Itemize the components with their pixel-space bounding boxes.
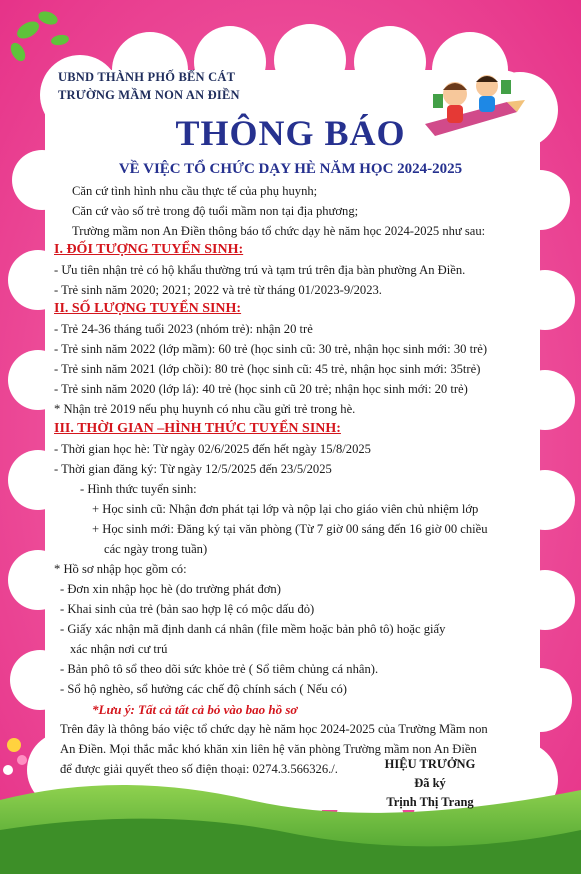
list-item: * Hồ sơ nhập học gồm có:	[54, 562, 187, 576]
section-heading: I. ĐỐI TƯỢNG TUYỂN SINH:	[54, 242, 244, 257]
list-item: - Trẻ 24-36 tháng tuổi 2023 (nhóm trẻ): nhận 20 trẻ	[54, 322, 313, 336]
list-item: - Giấy xác nhận mã định danh cá nhân (file mềm hoặc bản phô tô) hoặc giấy	[60, 622, 446, 636]
list-item: - Khai sinh của trẻ (bản sao hợp lệ có mộc dấu đỏ)	[60, 602, 315, 616]
org-name-school: TRƯỜNG MẦM NON AN ĐIỀN	[58, 88, 240, 102]
list-item: - Trẻ sinh năm 2020; 2021; 2022 và trẻ từ tháng 01/2023-9/2023.	[54, 283, 382, 297]
list-item: - Thời gian học hè: Từ ngày 02/6/2025 đến hết ngày 15/8/2025	[54, 442, 371, 456]
list-item: các ngày trong tuần)	[104, 542, 208, 556]
list-item: - Trẻ sinh năm 2021 (lớp chồi): 80 trẻ (học sinh cũ: 45 trẻ, nhận học sinh mới: 35trẻ)	[54, 362, 481, 376]
closing-line: để được giải quyết theo số điện thoại: 0274.3.566326./.	[60, 762, 338, 776]
list-item: - Bản phô tô sổ theo dõi sức khỏe trẻ ( Sổ tiêm chủng cá nhân).	[60, 662, 379, 676]
page-subtitle: VỀ VIỆC TỔ CHỨC DẠY HÈ NĂM HỌC 2024-2025	[118, 161, 463, 177]
closing-line: An Điền. Mọi thắc mắc khó khăn xin liên hệ văn phòng Trường mầm non An Điền	[60, 742, 477, 756]
intro-line: Trường mầm non An Điền thông báo tổ chức dạy hè năm học 2024-2025 như sau:	[72, 224, 486, 238]
list-item: - Hình thức tuyển sinh:	[80, 482, 197, 496]
list-item: - Đơn xin nhập học hè (do trường phát đơn)	[60, 582, 281, 596]
list-item: - Trẻ sinh năm 2020 (lớp lá): 40 trẻ (học sinh cũ 20 trẻ; nhận học sinh mới: 20 trẻ)	[54, 382, 468, 396]
list-item: - Trẻ sinh năm 2022 (lớp mầm): 60 trẻ (học sinh cũ: 30 trẻ, nhận học sinh mới: 30 trẻ)	[54, 342, 488, 356]
list-item: - Sổ hộ nghèo, sổ hưởng các chế độ chính sách ( Nếu có)	[60, 682, 347, 696]
intro-line: Căn cứ tình hình nhu cầu thực tế của phụ huynh;	[72, 184, 318, 198]
signature-role: HIỆU TRƯỞNG	[384, 757, 476, 771]
org-name-city: UBND THÀNH PHỐ BẾN CÁT	[58, 70, 236, 84]
signature-name: Trịnh Thị Trang	[386, 795, 474, 809]
list-item: * Nhận trẻ 2019 nếu phụ huynh có nhu cầu gửi trẻ trong hè.	[54, 402, 356, 416]
list-item: + Học sinh cũ: Nhận đơn phát tại lớp và nộp lại cho giáo viên chủ nhiệm lớp	[92, 502, 479, 516]
closing-line: Trên đây là thông báo việc tổ chức dạy hè năm học 2024-2025 của Trường Mầm non	[60, 722, 488, 736]
list-item: - Ưu tiên nhận trẻ có hộ khẩu thường trú và tạm trú trên địa bàn phường An Điền.	[54, 263, 466, 277]
list-item: + Học sinh mới: Đăng ký tại văn phòng (Từ 7 giờ 00 sáng đến 16 giờ 00 chiều	[92, 522, 488, 536]
page-title: THÔNG BÁO	[175, 113, 406, 153]
note-text: *Lưu ý: Tất cả tất cả bỏ vào bao hồ sơ	[92, 702, 298, 717]
section-heading: III. THỜI GIAN –HÌNH THỨC TUYỂN SINH:	[54, 421, 341, 436]
signature-status: Đã ký	[414, 776, 446, 790]
section-heading: II. SỐ LƯỢNG TUYỂN SINH:	[54, 301, 242, 316]
list-item: - Thời gian đăng ký: Từ ngày 12/5/2025 đến 23/5/2025	[54, 462, 332, 476]
list-item: xác nhận nơi cư trú	[70, 642, 168, 656]
intro-line: Căn cứ vào số trẻ trong độ tuổi mầm non tại địa phương;	[72, 204, 359, 218]
